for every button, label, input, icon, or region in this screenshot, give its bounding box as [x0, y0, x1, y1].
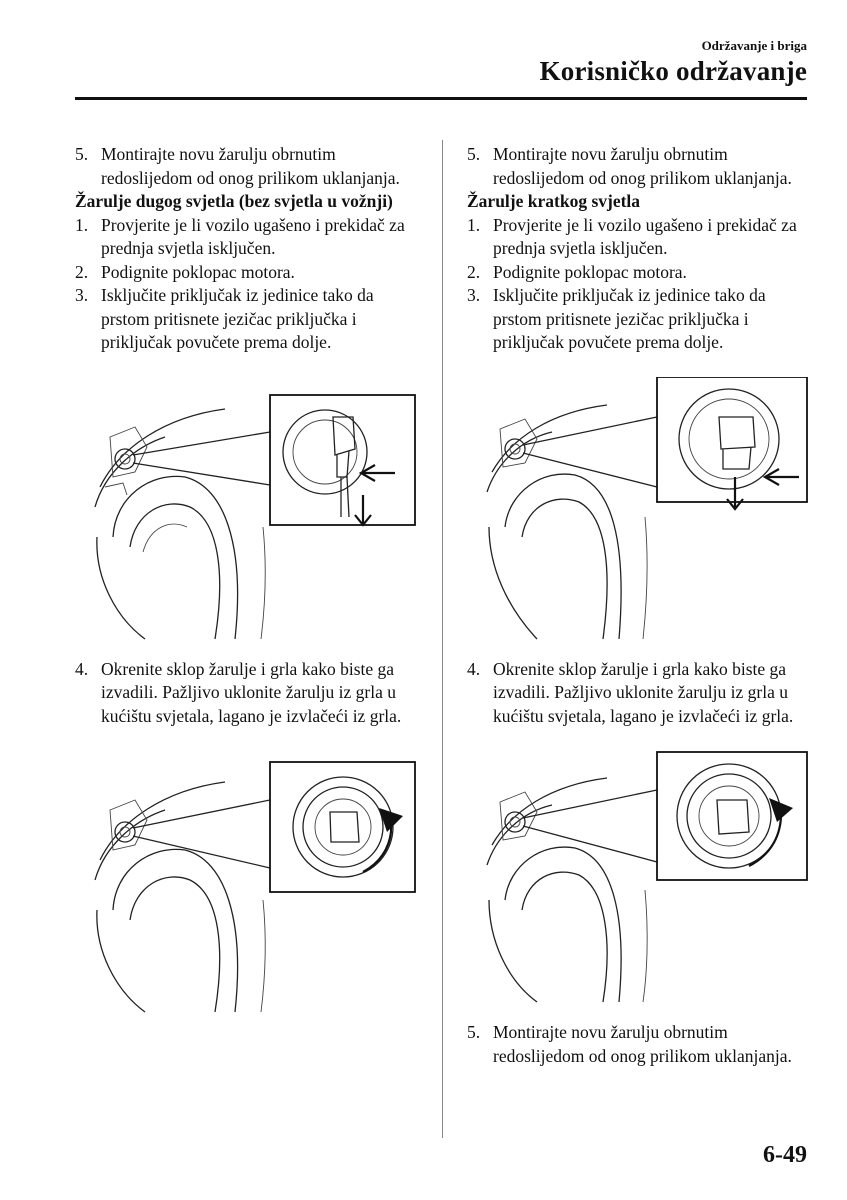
page-number: 6-49	[763, 1142, 807, 1168]
step-text: Montirajte novu žarulju obrnutim redoslijedom od onog prilikom uklanjanja.	[493, 1022, 792, 1066]
step-text: Provjerite je li vozilo ugašeno i prekidač za prednja svjetla isključen.	[493, 214, 797, 258]
step-number: 1.	[467, 214, 481, 235]
step-text: Isključite priključak iz jedinice tako da prstom pritisnete jezičac priključka i priključak povučete prema dolje.	[101, 285, 374, 352]
left-step-5-top	[75, 143, 420, 190]
low-beam-disconnect-illustration	[467, 377, 812, 642]
step-number: 4.	[467, 658, 481, 679]
step-text: Podignite poklopac motora.	[101, 261, 295, 282]
step-number: 1.	[75, 214, 89, 235]
step-number: 2.	[75, 261, 89, 282]
column-divider	[442, 140, 443, 1138]
right-step-2	[467, 261, 812, 285]
step-number: 5.	[467, 144, 481, 164]
step-number: 5.	[467, 1022, 481, 1042]
step-number: 4.	[75, 658, 89, 679]
step-number: 5.	[75, 144, 89, 164]
step-text: Podignite poklopac motora.	[493, 261, 687, 282]
left-subheading: Žarulje dugog svjetla (bez svjetla u vožnji)	[75, 191, 393, 211]
step-text: Montirajte novu žarulju obrnutim redoslijedom od onog prilikom uklanjanja.	[101, 144, 400, 188]
step-text: Okrenite sklop žarulje i grla kako biste ga izvadili. Pažljivo uklonite žarulju iz grla u kućištu svjetala, lagano je izvlačeći iz grla.	[493, 658, 794, 726]
left-step-4	[75, 658, 420, 729]
right-column	[467, 143, 812, 1068]
step-text: Okrenite sklop žarulje i grla kako biste ga izvadili. Pažljivo uklonite žarulju iz grla u kućištu svjetala, lagano je izvlačeći iz grla.	[101, 658, 402, 726]
step-number: 3.	[467, 285, 481, 305]
step-text: Provjerite je li vozilo ugašeno i prekidač za prednja svjetla isključen.	[101, 214, 405, 258]
right-step-1	[467, 214, 812, 261]
page-title: Korisničko održavanje	[539, 56, 807, 86]
step-text: Montirajte novu žarulju obrnutim redoslijedom od onog prilikom uklanjanja.	[493, 144, 792, 188]
right-step-3	[467, 284, 812, 355]
right-step-5-bottom	[467, 1021, 812, 1068]
section-label: Održavanje i briga	[701, 38, 807, 53]
high-beam-disconnect-illustration	[75, 377, 420, 642]
step-text: Isključite priključak iz jedinice tako da prstom pritisnete jezičac priključka i priključak povučete prema dolje.	[493, 285, 766, 352]
left-column	[75, 143, 420, 1031]
left-step-1	[75, 214, 420, 261]
right-subheading: Žarulje kratkog svjetla	[467, 191, 641, 211]
step-number: 2.	[467, 261, 481, 282]
right-step-4	[467, 658, 812, 729]
header-rule	[75, 97, 807, 100]
left-step-2	[75, 261, 420, 285]
right-step-5-top	[467, 143, 812, 190]
high-beam-rotate-illustration	[75, 750, 420, 1015]
step-number: 3.	[75, 285, 89, 305]
left-step-3	[75, 284, 420, 355]
low-beam-rotate-illustration	[467, 750, 812, 1005]
